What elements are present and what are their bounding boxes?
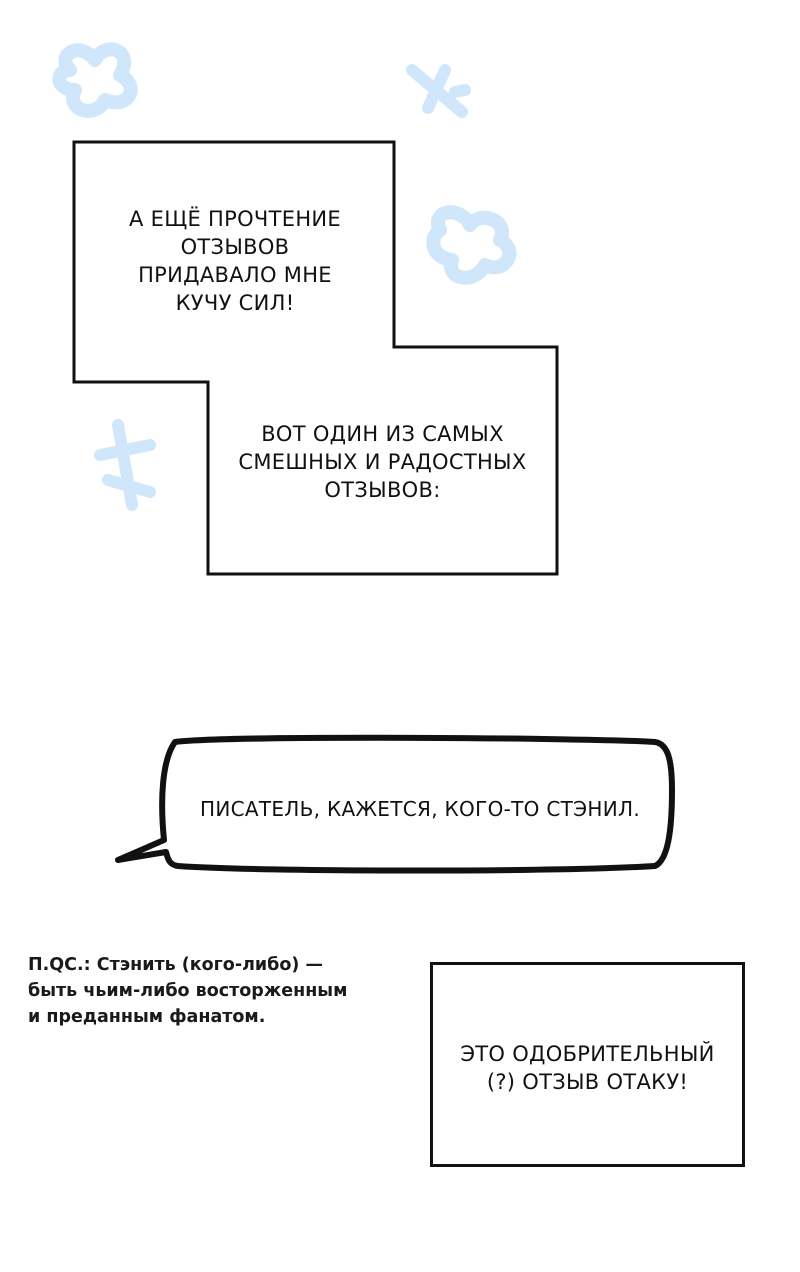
translator-note: П.QC.: Стэнить (кого-либо) — быть чьим-либо восторженным и преданным фанатом. xyxy=(28,955,348,1027)
caption-text-1: А ЕЩЁ ПРОЧТЕНИЕ ОТЗЫВОВ ПРИДАВАЛО МНЕ КУЧУ СИЛ! xyxy=(129,207,341,315)
caption-text-2: ВОТ ОДИН ИЗ САМЫХ СМЕШНЫХ И РАДОСТНЫХ ОТЗЫВОВ: xyxy=(238,422,527,502)
caption-text-bottom: ЭТО ОДОБРИТЕЛЬНЫЙ (?) ОТЗЫВ ОТАКУ! xyxy=(460,1042,715,1094)
speech-bubble-text: ПИСАТЕЛЬ, КАЖЕТСЯ, КОГО-ТО СТЭНИЛ. xyxy=(200,797,640,821)
